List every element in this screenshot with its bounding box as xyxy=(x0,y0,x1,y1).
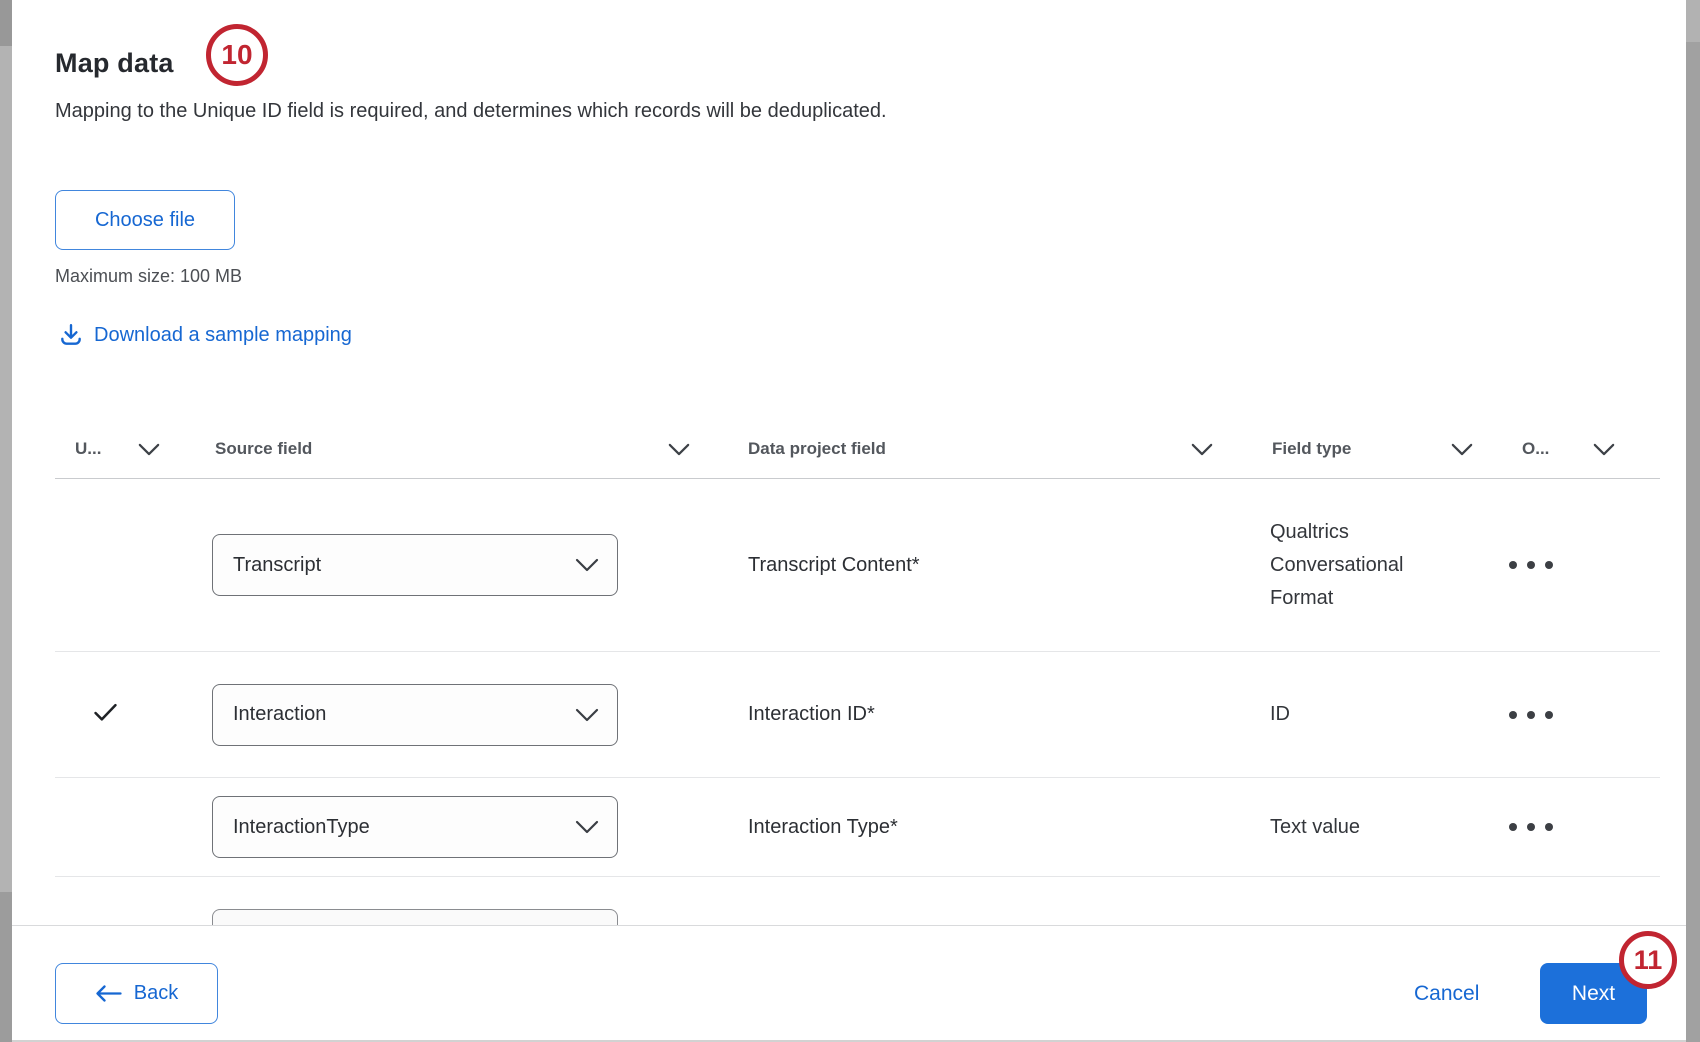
field-type-value: Qualtrics Conversational Format xyxy=(1270,520,1404,609)
cancel-button-label: Cancel xyxy=(1414,981,1480,1005)
chevron-down-icon xyxy=(668,443,690,456)
download-sample-label: Download a sample mapping xyxy=(94,323,352,346)
options-cell xyxy=(1490,817,1660,837)
check-icon xyxy=(92,702,119,723)
chevron-down-icon xyxy=(1191,443,1213,456)
table-header-row xyxy=(55,420,1660,479)
arrow-left-icon xyxy=(95,985,122,1002)
wizard-footer xyxy=(0,925,1700,1042)
data-project-field-value: Interaction Type* xyxy=(748,815,898,838)
chevron-down-icon xyxy=(575,558,599,572)
column-header-unique-id[interactable] xyxy=(55,439,212,459)
options-cell xyxy=(1490,705,1660,725)
chevron-down-icon xyxy=(138,443,160,456)
column-header-source-field[interactable] xyxy=(212,439,748,459)
dropdown-selected-value: Interaction xyxy=(233,703,327,725)
window-left-edge-top xyxy=(0,0,12,46)
column-header-options[interactable] xyxy=(1490,439,1660,459)
dropdown-selected-value: Transcript xyxy=(233,553,322,576)
more-options-button[interactable] xyxy=(1505,705,1557,725)
ellipsis-dot xyxy=(1527,823,1535,831)
choose-file-button[interactable] xyxy=(55,190,235,250)
next-button-label: Next xyxy=(1571,981,1616,1005)
column-header-label: Source field xyxy=(215,439,313,458)
source-field-cell xyxy=(212,534,748,596)
column-header-label: O... xyxy=(1522,439,1550,458)
chevron-down-icon xyxy=(1451,443,1473,456)
back-button[interactable] xyxy=(55,963,218,1024)
annotation-step-badge-11 xyxy=(1619,931,1677,989)
chevron-down-icon xyxy=(575,708,599,722)
chevron-down-icon xyxy=(1593,443,1615,456)
ellipsis-dot xyxy=(1509,561,1517,569)
download-sample-link[interactable] xyxy=(58,322,352,348)
scrollbar-track-top xyxy=(1686,0,1700,42)
annotation-step-number: 11 xyxy=(1633,944,1663,975)
source-field-cell xyxy=(212,796,748,858)
ellipsis-dot xyxy=(1527,561,1535,569)
ellipsis-dot xyxy=(1545,823,1553,831)
table-row xyxy=(55,652,1660,778)
page-subtitle: Mapping to the Unique ID field is required, and determines which records will be deduplicated. xyxy=(55,100,887,122)
ellipsis-dot xyxy=(1545,711,1553,719)
source-field-cell xyxy=(212,684,748,746)
source-field-dropdown[interactable] xyxy=(212,684,618,746)
vertical-scrollbar[interactable] xyxy=(1686,0,1700,1042)
annotation-step-badge-10 xyxy=(206,24,268,86)
field-type-value: Text value xyxy=(1270,815,1361,838)
window-left-edge-bottom xyxy=(0,892,12,1042)
column-header-field-type[interactable] xyxy=(1270,439,1490,459)
ellipsis-dot xyxy=(1527,711,1535,719)
data-project-field-value: Interaction ID* xyxy=(748,703,875,725)
table-row xyxy=(55,479,1660,652)
more-options-button[interactable] xyxy=(1505,817,1557,837)
dropdown-selected-value: InteractionType xyxy=(233,815,370,838)
annotation-step-number: 10 xyxy=(221,39,253,70)
back-button-label: Back xyxy=(133,982,179,1004)
max-size-text: Maximum size: 100 MB xyxy=(55,266,243,286)
column-header-data-project-field[interactable] xyxy=(748,439,1270,459)
more-options-button[interactable] xyxy=(1505,555,1557,575)
source-field-dropdown[interactable] xyxy=(212,534,618,596)
mapping-table xyxy=(55,420,1660,929)
choose-file-label: Choose file xyxy=(94,208,196,231)
column-header-label: Field type xyxy=(1272,439,1352,458)
field-type-value: ID xyxy=(1270,703,1290,725)
unique-id-cell xyxy=(55,702,212,728)
ellipsis-dot xyxy=(1545,561,1553,569)
page-title: Map data xyxy=(55,48,174,79)
chevron-down-icon xyxy=(575,820,599,834)
data-project-field-value: Transcript Content* xyxy=(748,553,920,576)
ellipsis-dot xyxy=(1509,711,1517,719)
column-header-label: Data project field xyxy=(748,439,886,458)
ellipsis-dot xyxy=(1509,823,1517,831)
table-row xyxy=(55,778,1660,877)
column-header-label: U... xyxy=(75,439,102,458)
window-left-edge xyxy=(0,0,12,1042)
options-cell xyxy=(1490,555,1660,575)
source-field-dropdown[interactable] xyxy=(212,796,618,858)
download-icon xyxy=(58,322,84,348)
table-row-partial xyxy=(55,877,1660,929)
cancel-button[interactable] xyxy=(1408,963,1485,1024)
